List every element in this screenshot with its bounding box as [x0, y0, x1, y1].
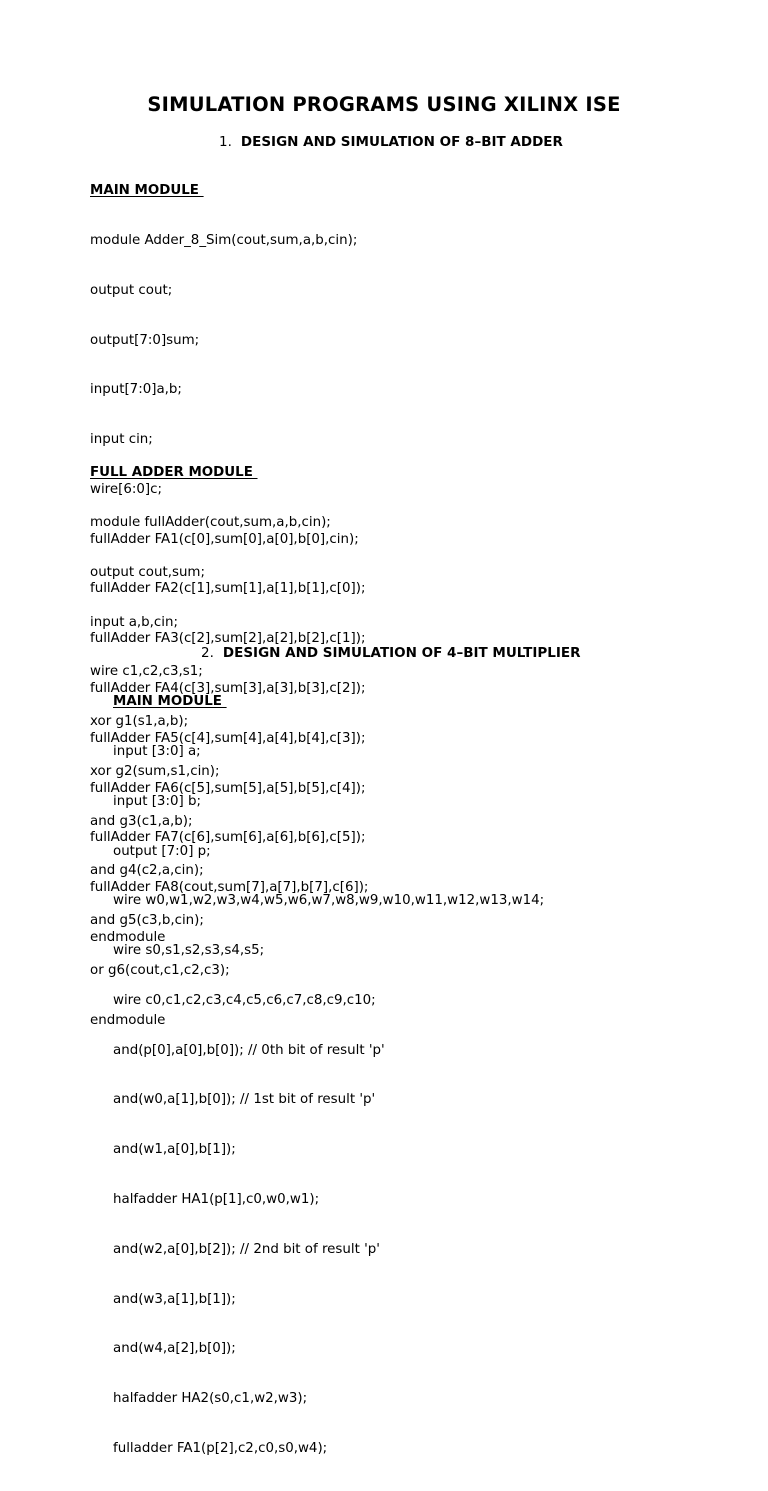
code-line: input [3:0] b; — [113, 793, 201, 809]
code-line: and g4(c2,a,cin); — [90, 863, 204, 879]
code-line: wire c0,c1,c2,c3,c4,c5,c6,c7,c8,c9,c10; — [113, 992, 376, 1008]
code-line: halfadder HA2(s0,c1,w2,w3); — [113, 1391, 308, 1407]
section-1-title: DESIGN AND SIMULATION OF 8–BIT ADDER — [240, 134, 563, 150]
multiplier-main-module-heading: MAIN MODULE — [113, 694, 227, 710]
code-line: and(w3,a[1],b[1]); — [113, 1291, 236, 1307]
code-line: xor g2(sum,s1,cin); — [90, 763, 220, 779]
code-line: output cout,sum; — [90, 564, 205, 580]
code-line: fullAdder FA1(c[0],sum[0],a[0],b[0],cin); — [90, 531, 359, 547]
code-line: fulladder FA1(p[2],c2,c0,s0,w4); — [113, 1440, 328, 1456]
code-line: wire s0,s1,s2,s3,s4,s5; — [113, 943, 265, 959]
code-line: fullAdder FA8(cout,sum[7],a[7],b[7],c[6]); — [90, 880, 369, 896]
multiplier-main-module-block — [113, 661, 544, 1491]
section-1-number: 1. — [219, 134, 232, 150]
code-line: halfadder HA1(p[1],c0,w0,w1); — [113, 1192, 320, 1207]
code-line: input a,b,cin; — [90, 614, 179, 630]
code-line: output[7:0]sum; — [90, 332, 200, 348]
section-2-heading — [201, 644, 581, 662]
adder-main-module-heading: MAIN MODULE — [90, 183, 204, 199]
code-line: input[7:0]a,b; — [90, 382, 182, 398]
code-line: fullAdder FA3(c[2],sum[2],a[2],b[2],c[1]); — [90, 631, 366, 647]
code-line: and(w4,a[2],b[0]); — [113, 1341, 236, 1357]
code-line: or g6(cout,c1,c2,c3); — [90, 963, 230, 978]
code-line: input [3:0] a; — [113, 743, 201, 759]
section-2-number: 2. — [201, 645, 214, 661]
code-line: wire c1,c2,c3,s1; — [90, 664, 203, 680]
code-line: fullAdder FA2(c[1],sum[1],a[1],b[1],c[0]); — [90, 581, 366, 597]
code-line: fullAdder FA5(c[4],sum[4],a[4],b[4],c[3]); — [90, 730, 366, 746]
code-line: module fullAdder(cout,sum,a,b,cin); — [90, 514, 331, 530]
code-line: output [7:0] p; — [113, 843, 211, 859]
code-line: input cin; — [90, 432, 153, 448]
code-line: wire[6:0]c; — [90, 481, 162, 497]
section-2-title: DESIGN AND SIMULATION OF 4–BIT MULTIPLIER — [222, 645, 581, 661]
document-title: SIMULATION PROGRAMS USING XILINX ISE — [147, 93, 621, 116]
code-line: fullAdder FA7(c[6],sum[6],a[6],b[6],c[5]); — [90, 830, 366, 846]
code-line: fullAdder FA6(c[5],sum[5],a[5],b[5],c[4]); — [90, 780, 366, 796]
section-1-heading — [219, 133, 563, 151]
code-line: wire w0,w1,w2,w3,w4,w5,w6,w7,w8,w9,w10,w11,w12,w13,w14; — [113, 893, 545, 909]
code-line: and g5(c3,b,cin); — [90, 913, 204, 929]
code-line: module Adder_8_Sim(cout,sum,a,b,cin); — [90, 232, 358, 248]
code-line: and(p[0],a[0],b[0]); // 0th bit of result 'p' — [113, 1042, 385, 1058]
code-line: xor g1(s1,a,b); — [90, 714, 189, 730]
code-line: fullAdder FA4(c[3],sum[3],a[3],b[3],c[2]); — [90, 681, 366, 696]
code-line: and(w1,a[0],b[1]); — [113, 1142, 236, 1158]
code-line: and g3(c1,a,b); — [90, 813, 193, 829]
code-line: and(w0,a[1],b[0]); // 1st bit of result 'p' — [113, 1092, 376, 1108]
code-line: output cout; — [90, 282, 173, 298]
full-adder-module-heading: FULL ADDER MODULE — [90, 465, 258, 481]
code-line: and(w2,a[0],b[2]); // 2nd bit of result 'p' — [113, 1241, 380, 1257]
code-line: endmodule — [90, 929, 166, 945]
code-line: endmodule — [90, 1012, 166, 1028]
